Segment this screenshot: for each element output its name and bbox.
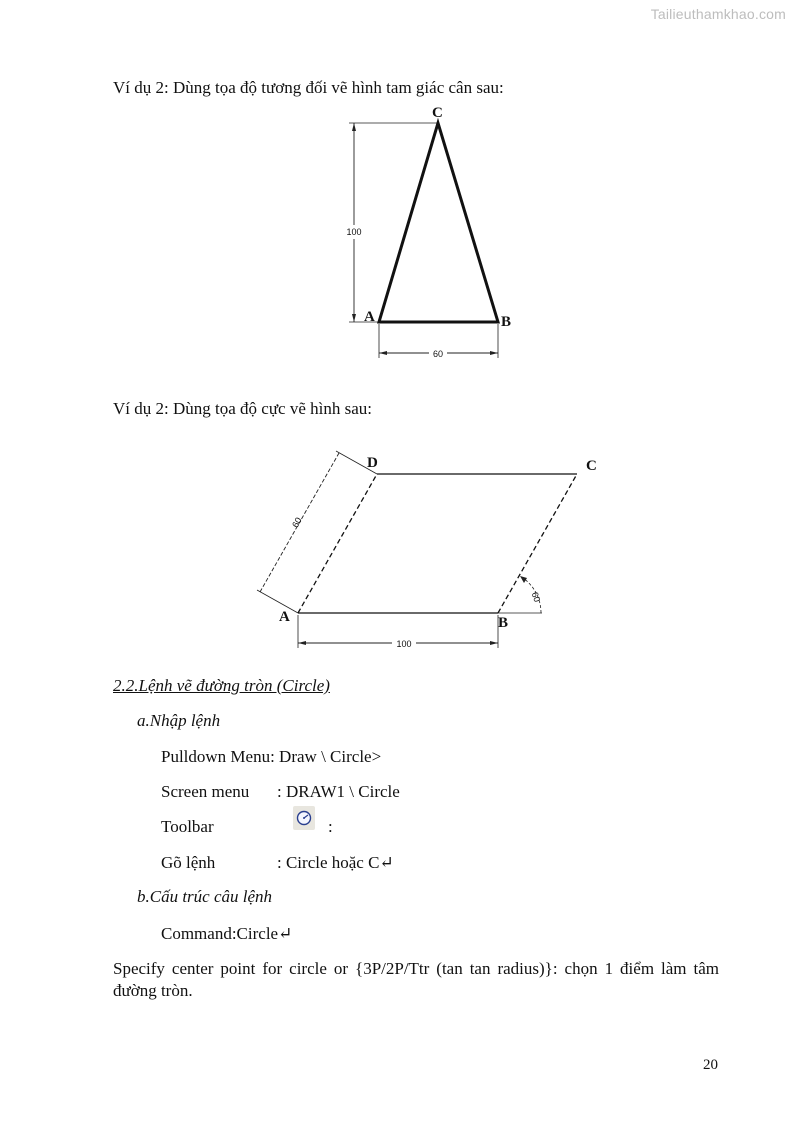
specify-paragraph: Specify center point for circle or {3P/2P/Ttr (tan tan radius)}: chọn 1 điểm làm tâm đường tròn. — [113, 959, 719, 1000]
example1-caption: Ví dụ 2: Dùng tọa độ tương đối vẽ hình tam giác cân sau: — [113, 78, 504, 97]
screen-menu-label: Screen menu — [161, 782, 250, 801]
example2-caption: Ví dụ 2: Dùng tọa độ cực vẽ hình sau: — [113, 399, 372, 418]
page-number: 20 — [703, 1057, 718, 1073]
vertex-b-label: B — [498, 615, 509, 631]
subsection-b-title: b.Cấu trúc câu lệnh — [137, 887, 273, 906]
vertex-a-label: A — [364, 309, 375, 325]
vertex-d-label: D — [367, 455, 378, 471]
subsection-a-title: a.Nhập lệnh — [137, 711, 221, 730]
vertex-c-label: C — [586, 458, 597, 474]
section-heading: 2.2.Lệnh vẽ đường tròn (Circle) — [113, 676, 330, 695]
toolbar-label: Toolbar — [161, 817, 214, 836]
ab-dimension-label: 100 — [396, 639, 412, 649]
pulldown-menu-line: Pulldown Menu: Draw \ Circle> — [161, 747, 382, 766]
toolbar-colon: : — [328, 817, 333, 836]
watermark: Tailieuthamkhao.com — [650, 6, 786, 22]
vertex-a-label: A — [279, 609, 290, 625]
screen-menu-value: : DRAW1 \ Circle — [277, 782, 400, 801]
base-dimension-label: 60 — [432, 349, 444, 359]
side-dimension-label: 60 — [290, 515, 304, 530]
circle-tool-icon — [293, 806, 315, 830]
type-command-label: Gõ lệnh — [161, 853, 216, 872]
height-dimension-label: 100 — [346, 227, 362, 237]
type-command-value: : Circle hoặc C↵ — [277, 853, 394, 872]
vertex-b-label: B — [501, 314, 512, 330]
command-line: Command:Circle↵ — [161, 924, 293, 943]
vertex-c-label: C — [432, 105, 443, 121]
angle-dimension-label: 60 — [529, 590, 543, 604]
